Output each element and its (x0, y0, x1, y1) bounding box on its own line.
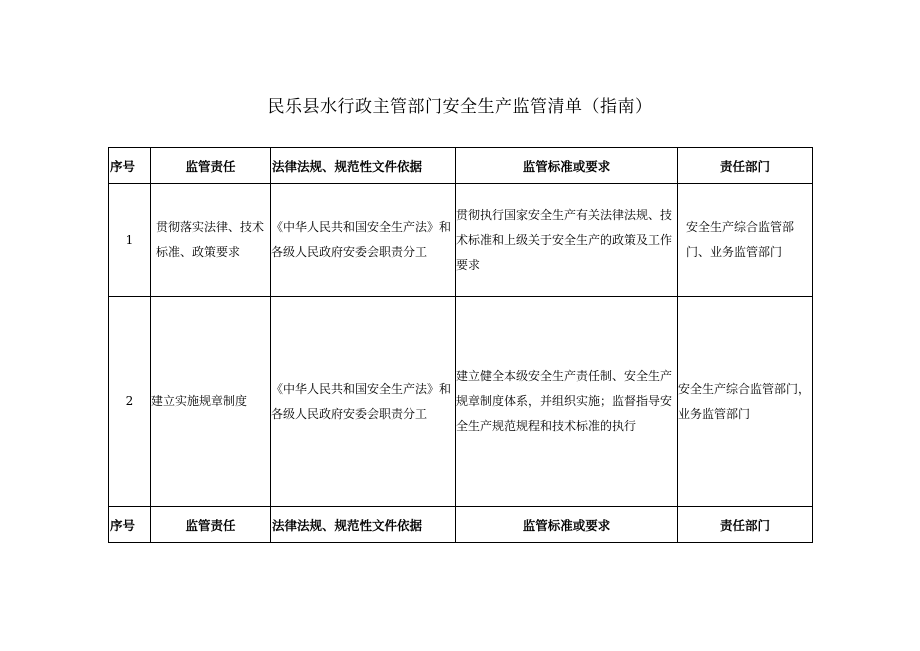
header-index: 序号 (109, 148, 151, 184)
row-basis: 《中华人民共和国安全生产法》和各级人民政府安委会职责分工 (271, 297, 456, 507)
page-title: 民乐县水行政主管部门安全生产监管清单（指南） (267, 97, 653, 117)
row-duty: 贯彻落实法律、技术标准、政策要求 (151, 184, 271, 297)
table-footer-row (109, 507, 813, 543)
header-department: 责任部门 (678, 148, 813, 184)
table-row (109, 297, 813, 507)
footer-index: 序号 (109, 507, 151, 543)
header-duty: 监管责任 (151, 148, 271, 184)
footer-department: 责任部门 (678, 507, 813, 543)
row-index: 2 (109, 297, 151, 507)
row-basis: 《中华人民共和国安全生产法》和各级人民政府安委会职责分工 (271, 184, 456, 297)
row-index: 1 (109, 184, 151, 297)
row-department: 安全生产综合监管部门、业务监管部门 (678, 184, 813, 297)
row-department: 安全生产综合监管部门，业务监管部门 (678, 297, 813, 507)
table-header-row (109, 148, 813, 184)
header-basis: 法律法规、规范性文件依据 (271, 148, 456, 184)
row-standard: 建立健全本级安全生产责任制、安全生产规章制度体系，并组织实施；监督指导安全生产规范规程和技术标准的执行 (456, 297, 678, 507)
supervision-table (108, 147, 813, 543)
footer-basis: 法律法规、规范性文件依据 (271, 507, 456, 543)
table-row (109, 184, 813, 297)
row-standard: 贯彻执行国家安全生产有关法律法规、技术标准和上级关于安全生产的政策及工作要求 (456, 184, 678, 297)
row-duty: 建立实施规章制度 (151, 297, 271, 507)
header-standard: 监管标准或要求 (456, 148, 678, 184)
footer-standard: 监管标准或要求 (456, 507, 678, 543)
footer-duty: 监管责任 (151, 507, 271, 543)
